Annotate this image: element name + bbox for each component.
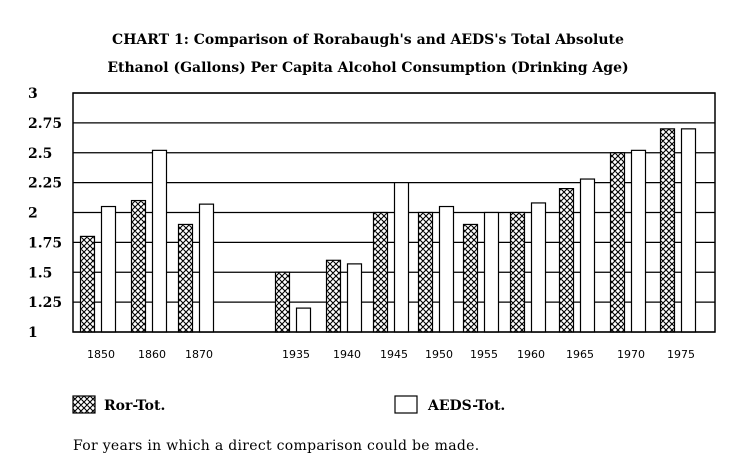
bar-ror-tot-1950: [419, 213, 433, 333]
y-tick-label: 2.75: [28, 115, 63, 132]
bar-ror-tot-1965: [560, 189, 574, 332]
legend: [73, 396, 505, 414]
bar-ror-tot-1940: [327, 260, 341, 332]
x-tick-label: 1945: [380, 348, 408, 361]
bar-aeds-tot-1935: [297, 308, 311, 332]
bar-aeds-tot-1955: [485, 213, 499, 333]
bar-ror-tot-1955: [464, 224, 478, 332]
x-tick-label: 1850: [87, 348, 115, 361]
x-tick-label: 1955: [470, 348, 498, 361]
y-tick-label: 1.75: [28, 235, 63, 252]
x-axis-ticks: [87, 348, 695, 361]
y-tick-label: 2: [28, 205, 38, 222]
bar-aeds-tot-1940: [348, 264, 362, 332]
legend-swatch-aeds-tot: [395, 396, 417, 413]
bar-ror-tot-1935: [276, 272, 290, 332]
bar-aeds-tot-1975: [682, 129, 696, 332]
bar-aeds-tot-1870: [200, 204, 214, 332]
x-tick-label: 1860: [138, 348, 166, 361]
x-tick-label: 1965: [566, 348, 594, 361]
bar-ror-tot-1870: [179, 224, 193, 332]
y-tick-label: 3: [28, 86, 38, 102]
bar-ror-tot-1970: [611, 153, 625, 332]
y-tick-label: 2.5: [28, 145, 53, 162]
x-tick-label: 1870: [185, 348, 213, 361]
legend-swatch-ror-tot: [73, 396, 95, 413]
bar-ror-tot-1975: [661, 129, 675, 332]
bar-aeds-tot-1970: [632, 150, 646, 332]
x-tick-label: 1960: [517, 348, 545, 361]
bar-aeds-tot-1950: [440, 207, 454, 332]
bar-aeds-tot-1850: [102, 207, 116, 332]
x-tick-label: 1970: [617, 348, 645, 361]
footnote: For years in which a direct comparison could be made.: [73, 438, 480, 454]
bar-aeds-tot-1860: [153, 150, 167, 332]
bar-ror-tot-1960: [511, 213, 525, 333]
legend-label-ror-tot: Ror-Tot.: [104, 398, 166, 414]
x-tick-label: 1950: [425, 348, 453, 361]
y-axis-ticks: [28, 86, 62, 341]
x-tick-label: 1940: [333, 348, 361, 361]
bar-aeds-tot-1965: [581, 179, 595, 332]
bar-aeds-tot-1945: [395, 183, 409, 332]
y-tick-label: 2.25: [28, 175, 63, 192]
bar-ror-tot-1945: [374, 213, 388, 333]
y-tick-label: 1: [28, 325, 38, 341]
x-tick-label: 1975: [667, 348, 695, 361]
y-tick-label: 1.5: [28, 265, 53, 282]
legend-label-aeds-tot: AEDS-Tot.: [428, 398, 506, 414]
bar-aeds-tot-1960: [532, 203, 546, 332]
bar-ror-tot-1860: [132, 201, 146, 332]
chart-title-line-1: CHART 1: Comparison of Rorabaugh's and AEDS's Total Absolute: [112, 32, 624, 48]
chart-title-line-2: Ethanol (Gallons) Per Capita Alcohol Consumption (Drinking Age): [107, 60, 629, 76]
bar-ror-tot-1850: [81, 236, 95, 332]
x-tick-label: 1935: [282, 348, 310, 361]
y-tick-label: 1.25: [28, 295, 63, 312]
